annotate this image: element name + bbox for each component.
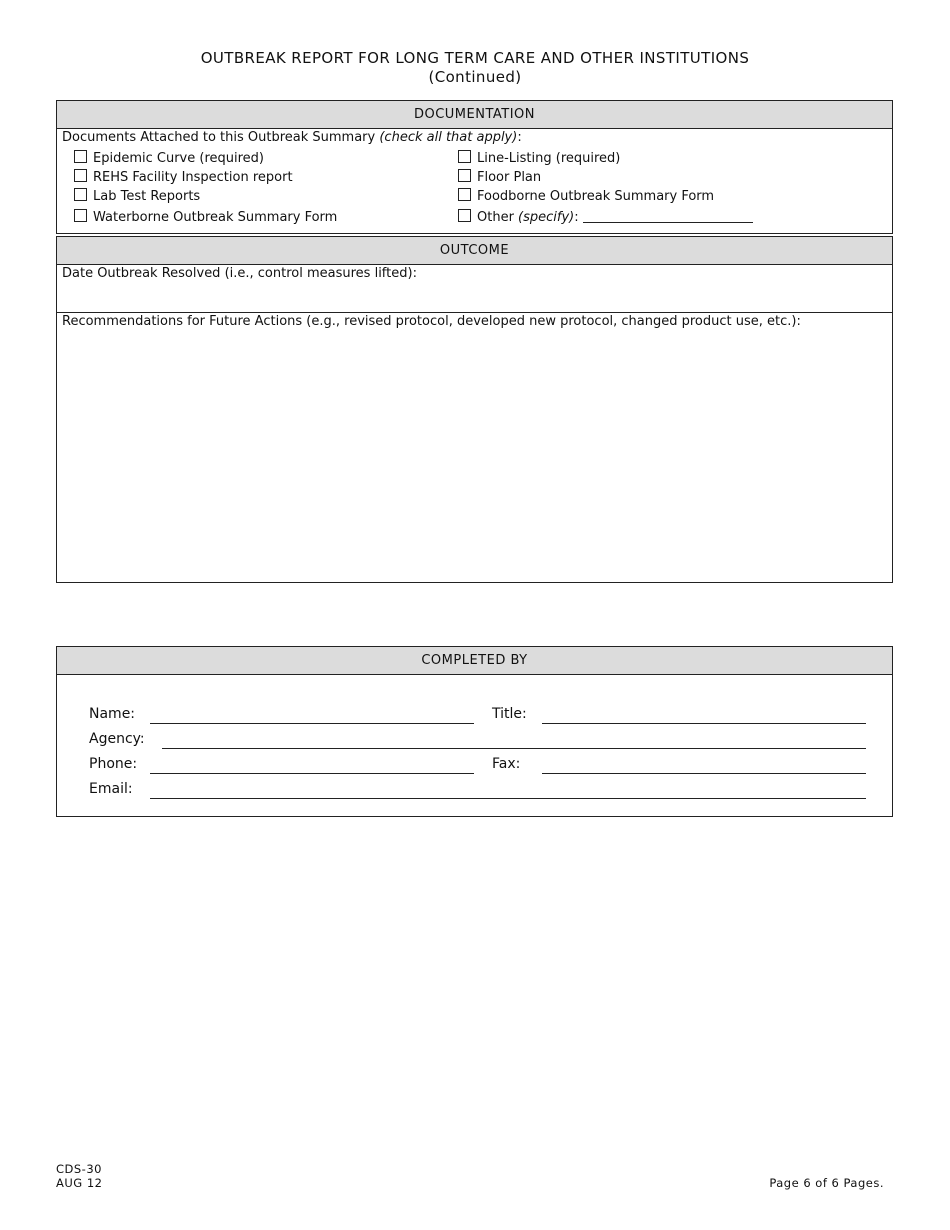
agency-label: Agency: [89,731,145,747]
fax-label: Fax: [492,756,521,772]
checkbox-waterborne-summary[interactable]: Waterborne Outbreak Summary Form [74,209,337,225]
date-resolved-field[interactable] [57,265,892,313]
email-field[interactable] [150,798,866,799]
form-identifier [56,1162,102,1190]
checkbox-epidemic-curve[interactable]: Epidemic Curve (required) [74,150,264,166]
checkbox[interactable] [458,188,471,201]
checkbox-line-listing[interactable]: Line-Listing (required) [458,150,620,166]
checkbox-rehs-inspection[interactable]: REHS Facility Inspection report [74,169,293,185]
outcome-heading: OUTCOME [57,237,892,265]
name-field[interactable] [150,723,474,724]
checkbox[interactable] [458,209,471,222]
form-title [0,49,950,87]
form-date: AUG 12 [56,1176,103,1190]
documentation-section [56,100,893,234]
completed-by-section [56,646,893,817]
completed-by-heading: COMPLETED BY [57,647,892,675]
documents-attached-label: Documents Attached to this Outbreak Summary (check all that apply): [62,130,522,145]
checkbox[interactable] [74,169,87,182]
checkbox[interactable] [458,150,471,163]
checkbox-lab-test-reports[interactable]: Lab Test Reports [74,188,200,204]
checkbox-foodborne-summary[interactable]: Foodborne Outbreak Summary Form [458,188,714,204]
recommendations-label: Recommendations for Future Actions (e.g., revised protocol, developed new protocol, changed product use, etc.): [62,314,801,329]
checkbox[interactable] [74,209,87,222]
outcome-section [56,236,893,583]
page-number: Page 6 of 6 Pages. [769,1176,884,1190]
checkbox-floor-plan[interactable]: Floor Plan [458,169,541,185]
title-field[interactable] [542,723,866,724]
form-title-continued: (Continued) [428,68,522,86]
form-title-main: OUTBREAK REPORT FOR LONG TERM CARE AND OTHER INSTITUTIONS [200,49,750,67]
other-specify-field[interactable] [583,210,753,223]
fax-field[interactable] [542,773,866,774]
name-label: Name: [89,706,136,722]
documentation-heading: DOCUMENTATION [57,101,892,129]
checkbox-other[interactable]: Other (specify): [458,209,753,225]
agency-field[interactable] [162,748,866,749]
email-label: Email: [89,781,133,797]
title-label: Title: [492,706,527,722]
phone-label: Phone: [89,756,138,772]
form-code: CDS-30 [56,1162,102,1176]
checkbox[interactable] [74,188,87,201]
date-resolved-label: Date Outbreak Resolved (i.e., control measures lifted): [62,266,417,281]
phone-field[interactable] [150,773,474,774]
checkbox[interactable] [74,150,87,163]
checkbox[interactable] [458,169,471,182]
